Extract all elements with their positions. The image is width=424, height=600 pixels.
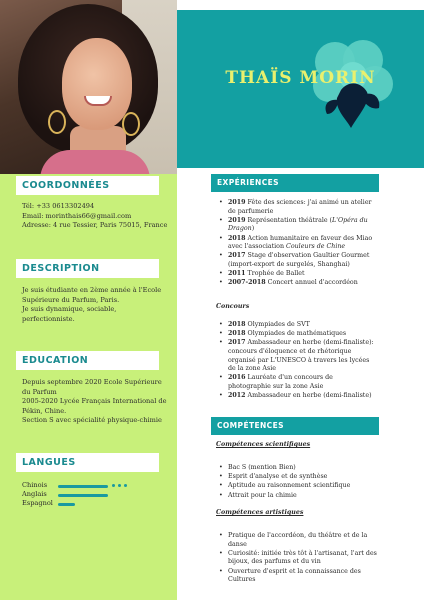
list-item: • Bac S (mention Bien) [217,464,377,473]
list-item: • 2017 Ambassadeur en herbe (demi-finaliste): concours d'éloquence et de rhétorique organisé par L'UNESCO à travers les lycées de la zone Asie [217,339,377,373]
list-item: • Esprit d'analyse et de synthèse [217,473,377,482]
language-level-bar [58,503,75,506]
address-text: Adresse: 4 rue Tessier, Paris 75015, France [22,221,168,230]
description-line: Je suis étudiante en 2ème année à l'Ecole [22,286,162,294]
list-item: • 2011 Trophée de Ballet [217,270,377,279]
list-item: • Aptitude au raisonnement scientifique [217,482,377,491]
language-name: Espagnol [22,499,53,507]
description-line: perfectionniste. [22,314,75,323]
description-line: Je suis dynamique, sociable, [22,305,117,314]
language-row [22,481,172,490]
description-text [22,286,172,324]
education-heading: EDUCATION [16,351,159,370]
education-line: Depuis septembre 2020 Ecole Supérieure [22,378,162,386]
photo-face [62,38,132,130]
scientific-skills-list [217,464,377,501]
list-item: • 2017 Stage d'observation Gaultier Gourmet (import-export de surgelés, Shanghai) [217,252,377,269]
list-item: • Attrait pour la chimie [217,492,377,501]
education-line: Pékin, Chine. [22,406,67,415]
phone-text: Tél: +33 0613302494 [22,202,95,210]
language-name: Anglais [22,490,47,498]
list-item: • Curiosité: initiée très tôt à l'artisanat, l'art des bijoux, des parfums et du vin [217,550,377,567]
header-banner [177,10,424,168]
skills-heading: COMPÉTENCES [211,417,379,435]
language-name: Chinois [22,481,48,489]
language-level-bar [58,494,108,497]
language-row [22,499,172,508]
list-item: • 2018 Olympiades de mathématiques [217,330,377,339]
list-item: • 2007-2018 Concert annuel d'accordéon [217,279,377,288]
list-item: • 2016 Lauréate d'un concours de photographie sur la zone Asie [217,374,377,391]
earring-right [122,112,140,136]
description-heading: DESCRIPTION [16,259,159,278]
email-text: Email: morinthais66@gmail.com [22,211,132,220]
language-row [22,490,172,499]
education-line: 2005-2020 Lycée Français International de [22,397,167,406]
contact-info [22,202,172,231]
experience-heading: EXPÉRIENCES [211,174,379,192]
artistic-skills-heading: Compétences artistiques [216,509,304,516]
list-item: • Ouverture d'esprit et la connaissance des Cultures [217,568,377,585]
profile-photo [0,0,177,174]
education-line: du Parfum [22,387,57,396]
language-level-dot [112,484,115,487]
education-line: Section S avec spécialité physique-chimie [22,416,162,425]
earring-left [48,110,66,134]
experience-list [217,199,377,289]
language-level-bar [58,485,108,488]
contact-heading: COORDONNÉES [16,176,159,195]
languages-heading: LANGUES [16,453,159,472]
language-level-dot [124,484,127,487]
person-name: THAÏS MORIN [225,68,376,88]
contests-list [217,321,377,401]
list-item: • 2019 Représentation théâtrale (L'Opéra du Dragon) [217,217,377,234]
description-line: Supérieure du Parfum, Paris. [22,295,120,304]
list-item: • 2019 Fête des sciences: j'ai animé un atelier de parfumerie [217,199,377,216]
contests-heading: Concours [216,303,250,310]
flower-icon [177,10,424,168]
list-item: • 2018 Action humanitaire en faveur des Miao avec l'association Couleurs de Chine [217,235,377,252]
list-item: • 2012 Ambassadeur en herbe (demi-finaliste) [217,392,377,401]
scientific-skills-heading: Compétences scientifiques [216,441,311,448]
education-text [22,378,172,426]
artistic-skills-list [217,532,377,585]
language-level-dot [118,484,121,487]
list-item: • 2018 Olympiades de SVT [217,321,377,330]
photo-top [40,150,150,174]
list-item: • Pratique de l'accordéon, du théâtre et de la danse [217,532,377,549]
